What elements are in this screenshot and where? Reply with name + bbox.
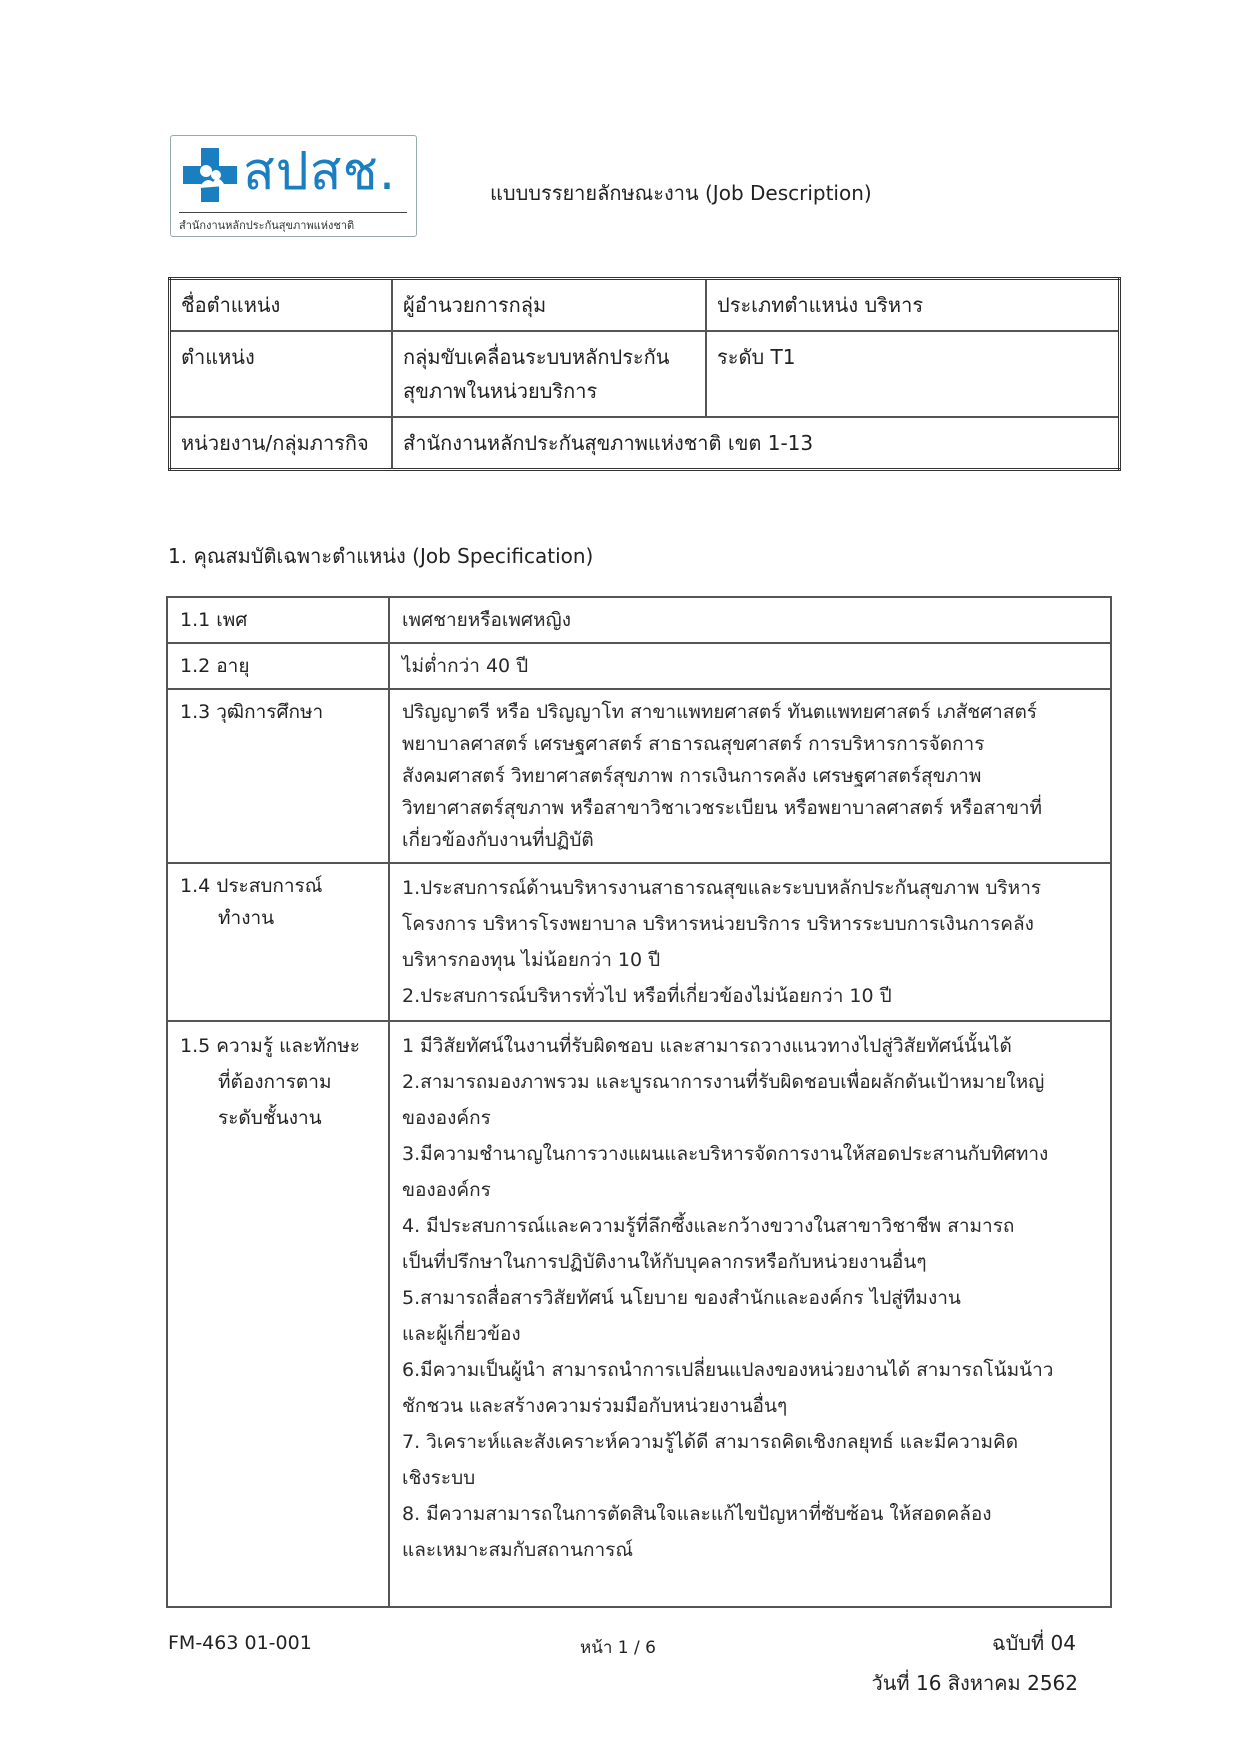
skill-line: 6.มีความเป็นผู้นำ สามารถนำการเปลี่ยนแปลงของหน่วยงานได้ สามารถโน้มน้าว [402, 1359, 1054, 1381]
education-line: เกี่ยวข้องกับงานที่ปฏิบัติ [402, 829, 594, 851]
nhso-logo [170, 135, 417, 237]
logo-subtitle: สำนักงานหลักประกันสุขภาพแห่งชาติ [179, 212, 407, 234]
education-line: ปริญญาตรี หรือ ปริญญาโท สาขาแพทยศาสตร์ ทันตแพทยศาสตร์ เภสัชศาสตร์ [402, 701, 1037, 723]
experience-line: โครงการ บริหารโรงพยาบาล บริหารหน่วยบริการ บริหารระบบการเงินการคลัง [402, 913, 1034, 935]
skill-line: และเหมาะสมกับสถานการณ์ [402, 1539, 633, 1561]
experience-label-line: ทำงาน [218, 907, 275, 929]
role-value [392, 331, 706, 417]
gender-label: 1.1 เพศ [167, 597, 389, 643]
experience-label-line: 1.4 ประสบการณ์ [180, 875, 323, 897]
education-line: พยาบาลศาสตร์ เศรษฐศาสตร์ สาธารณสุขศาสตร์ การบริหารการจัดการ [402, 733, 985, 755]
form-code: FM-463 01-001 [168, 1632, 312, 1654]
position-label: ชื่อตำแหน่ง [170, 279, 393, 332]
skill-line: ชักชวน และสร้างความร่วมมือกับหน่วยงานอื่นๆ [402, 1395, 788, 1417]
position-value: ผู้อำนวยการกลุ่ม [392, 279, 706, 332]
table-row [167, 689, 1111, 863]
experience-line: บริหารกองทุน ไม่น้อยกว่า 10 ปี [402, 949, 661, 971]
skill-line: เชิงระบบ [402, 1467, 476, 1489]
skill-label-line: ระดับชั้นงาน [218, 1107, 322, 1129]
position-type: ประเภทตำแหน่ง บริหาร [706, 279, 1120, 332]
experience-line: 2.ประสบการณ์บริหารทั่วไป หรือที่เกี่ยวข้องไม่น้อยกว่า 10 ปี [402, 985, 892, 1007]
role-value-line: กลุ่มขับเคลื่อนระบบหลักประกัน [403, 345, 670, 369]
role-label: ตำแหน่ง [170, 331, 393, 417]
table-row [167, 863, 1111, 1021]
skill-line: และผู้เกี่ยวข้อง [402, 1323, 521, 1345]
skill-line: ขององค์กร [402, 1179, 491, 1201]
gender-value: เพศชายหรือเพศหญิง [389, 597, 1111, 643]
skill-label-line: ที่ต้องการตาม [218, 1071, 332, 1093]
table-row [170, 331, 1120, 417]
document-title: แบบบรรยายลักษณะงาน (Job Description) [490, 181, 872, 205]
skill-line: 5.สามารถสื่อสารวิสัยทัศน์ นโยบาย ของสำนักและองค์กร ไปสู่ทีมงาน [402, 1287, 961, 1309]
unit-label: หน่วยงาน/กลุ่มภารกิจ [170, 417, 393, 470]
skill-line: ขององค์กร [402, 1107, 491, 1129]
experience-line: 1.ประสบการณ์ด้านบริหารงานสาธารณสุขและระบบหลักประกันสุขภาพ บริหาร [402, 877, 1042, 899]
skill-label [167, 1021, 389, 1607]
table-row [170, 417, 1120, 470]
skill-line: 1 มีวิสัยทัศน์ในงานที่รับผิดชอบ และสามารถวางแนวทางไปสู่วิสัยทัศน์นั้นได้ [402, 1035, 1012, 1057]
role-value-line: สุขภาพในหน่วยบริการ [403, 379, 598, 403]
age-value: ไม่ต่ำกว่า 40 ปี [389, 643, 1111, 689]
skill-value [389, 1021, 1111, 1607]
unit-value: สำนักงานหลักประกันสุขภาพแห่งชาติ เขต 1-13 [392, 417, 1120, 470]
age-label: 1.2 อายุ [167, 643, 389, 689]
position-header-table [168, 277, 1121, 471]
skill-line: 4. มีประสบการณ์และความรู้ที่ลึกซึ้งและกว้างขวางในสาขาวิชาชีพ สามารถ [402, 1215, 1015, 1237]
experience-value [389, 863, 1111, 1021]
skill-line: 3.มีความชำนาญในการวางแผนและบริหารจัดการงานให้สอดประสานกับทิศทาง [402, 1143, 1049, 1165]
edition-number: ฉบับที่ 04 [991, 1631, 1076, 1655]
skill-line: เป็นที่ปรึกษาในการปฏิบัติงานให้กับบุคลากรหรือกับหน่วยงานอื่นๆ [402, 1251, 927, 1273]
page-number: หน้า 1 / 6 [580, 1638, 656, 1658]
logo-brand-text: สปสช. [243, 142, 397, 202]
document-date: วันที่ 16 สิงหาคม 2562 [871, 1671, 1078, 1695]
education-value [389, 689, 1111, 863]
skill-line: 8. มีความสามารถในการตัดสินใจและแก้ไขปัญหาที่ซับซ้อน ให้สอดคล้อง [402, 1503, 992, 1525]
table-row [167, 1021, 1111, 1607]
skill-label-line: 1.5 ความรู้ และทักษะ [180, 1035, 360, 1057]
skill-line: 2.สามารถมองภาพรวม และบูรณาการงานที่รับผิดชอบเพื่อผลักดันเป้าหมายใหญ่ [402, 1071, 1045, 1093]
table-row [167, 643, 1111, 689]
job-specification-table [166, 596, 1112, 1608]
level-value: ระดับ T1 [706, 331, 1120, 417]
medical-cross-family-icon [179, 144, 241, 206]
experience-label [167, 863, 389, 1021]
section-title: 1. คุณสมบัติเฉพาะตำแหน่ง (Job Specification) [168, 544, 594, 568]
table-row [170, 279, 1120, 332]
skill-line: 7. วิเคราะห์และสังเคราะห์ความรู้ได้ดี สามารถคิดเชิงกลยุทธ์ และมีความคิด [402, 1431, 1019, 1453]
education-line: วิทยาศาสตร์สุขภาพ หรือสาขาวิชาเวชระเบียน หรือพยาบาลศาสตร์ หรือสาขาที่ [402, 797, 1043, 819]
education-line: สังคมศาสตร์ วิทยาศาสตร์สุขภาพ การเงินการคลัง เศรษฐศาสตร์สุขภาพ [402, 765, 982, 787]
table-row [167, 597, 1111, 643]
education-label: 1.3 วุฒิการศึกษา [167, 689, 389, 863]
